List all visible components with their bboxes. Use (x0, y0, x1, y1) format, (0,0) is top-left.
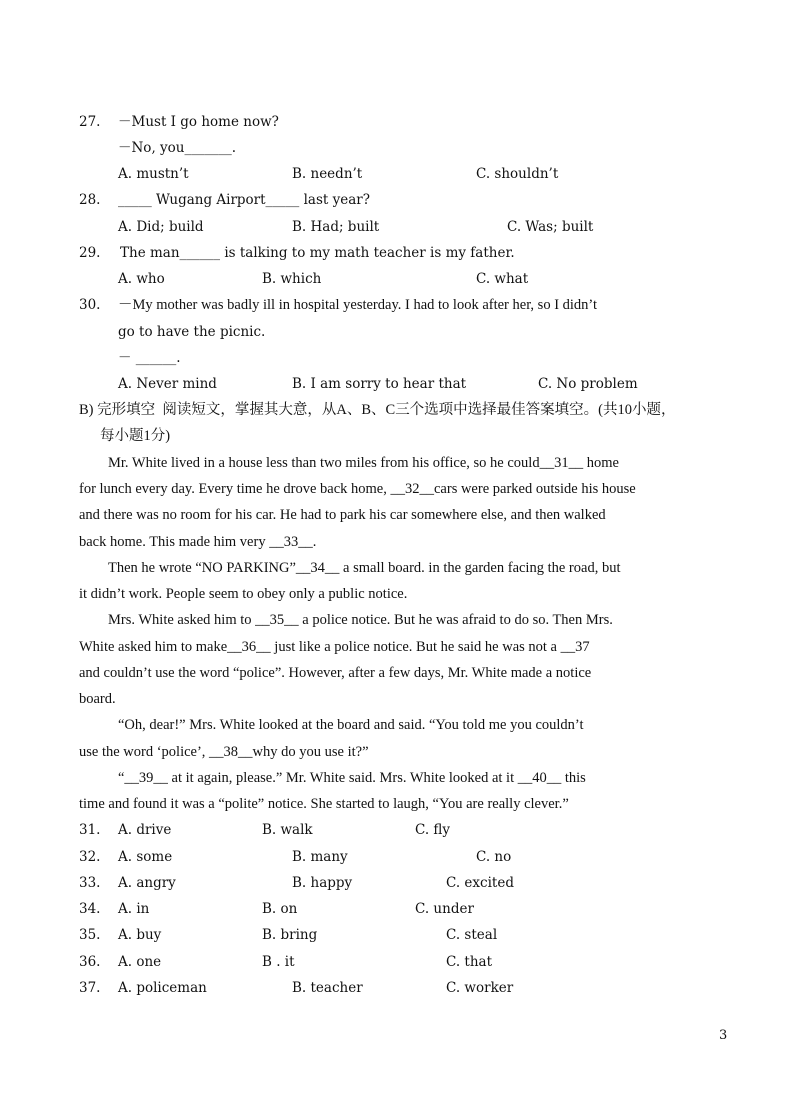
option-b: B. bring (262, 927, 318, 943)
option-c: C. excited (446, 875, 514, 891)
passage-line: back home. This made him very __33__. (79, 534, 317, 550)
option-a: A. buy (118, 927, 162, 943)
option-c: C. what (476, 271, 529, 287)
option-b: B. on (262, 901, 298, 917)
option-number: 34. (79, 901, 101, 917)
option-c: C. that (446, 954, 493, 970)
option-number: 36. (79, 954, 101, 970)
page-number: 3 (719, 1028, 728, 1043)
option-c: C. fly (415, 822, 451, 838)
option-number: 32. (79, 849, 101, 865)
section-header: 每小题1分) (100, 428, 171, 444)
option-a: A. one (118, 954, 162, 970)
question-number: 28. (79, 192, 101, 208)
option-a: A. Did; build (118, 219, 204, 235)
option-b: B. walk (262, 822, 313, 838)
option-number: 31. (79, 822, 101, 838)
question-stem: The man______ is talking to my math teacher is my father. (120, 245, 515, 261)
option-c: C. worker (446, 980, 514, 996)
option-number: 37. (79, 980, 101, 996)
option-b: B . it (262, 954, 295, 970)
passage-line: “__39__ at it again, please.” Mr. White said. Mrs. White looked at it __40__ this (118, 770, 586, 786)
question-stem: go to have the picnic. (118, 324, 266, 340)
option-a: A. angry (118, 875, 176, 891)
question-stem: _____ Wugang Airport_____ last year? (118, 192, 370, 208)
passage-line: Mrs. White asked him to __35__ a police notice. But he was afraid to do so. Then Mrs. (108, 612, 613, 628)
option-b: B. teacher (292, 980, 363, 996)
option-c: C. no (476, 849, 512, 865)
option-c: C. steal (446, 927, 498, 943)
passage-line: and couldn’t use the word “police”. However, after a few days, Mr. White made a notice (79, 665, 592, 681)
option-a: A. Never mind (118, 376, 217, 392)
option-a: A. drive (118, 822, 172, 838)
option-number: 33. (79, 875, 101, 891)
option-a: A. who (118, 271, 165, 287)
option-c: C. Was; built (507, 219, 594, 235)
option-b: B. many (292, 849, 348, 865)
question-number: 30. (79, 297, 101, 313)
question-stem: －My mother was badly ill in hospital yesterday. I had to look after her, so I didn’t (118, 297, 598, 313)
section-header: B) 完形填空 阅读短文，掌握其大意，从A、B、C三个选项中选择最佳答案填空。(共10小题， (79, 402, 676, 418)
option-b: B. Had; built (292, 219, 380, 235)
option-b: B. needn’t (292, 166, 363, 182)
option-b: B. happy (292, 875, 353, 891)
question-stem: －Must I go home now? (118, 114, 279, 130)
option-c: C. No problem (538, 376, 638, 392)
passage-line: Then he wrote “NO PARKING”__34__ a small board. in the garden facing the road, but (108, 560, 621, 576)
option-a: A. in (118, 901, 150, 917)
option-a: A. some (118, 849, 173, 865)
option-a: A. policeman (118, 980, 207, 996)
passage-line: time and found it was a “polite” notice. She started to laugh, “You are really clever.” (79, 796, 569, 812)
option-b: B. I am sorry to hear that (292, 376, 467, 392)
passage-line: use the word ‘police’, __38__why do you use it?” (79, 744, 369, 760)
question-number: 29. (79, 245, 101, 261)
passage-line: board. (79, 691, 116, 707)
passage-line: White asked him to make__36__ just like a police notice. But he said he was not a __37 (79, 639, 590, 655)
passage-line: Mr. White lived in a house less than two miles from his office, so he could__31__ home (108, 455, 619, 471)
passage-line: and there was no room for his car. He had to park his car somewhere else, and then walked (79, 507, 606, 523)
passage-line: “Oh, dear!” Mrs. White looked at the board and said. “You told me you couldn’t (118, 717, 584, 733)
question-number: 27. (79, 114, 101, 130)
option-a: A. mustn’t (118, 166, 189, 182)
question-stem: － ______. (118, 350, 181, 366)
passage-line: for lunch every day. Every time he drove back home, __32__cars were parked outside his house (79, 481, 636, 497)
option-c: C. shouldn’t (476, 166, 559, 182)
option-number: 35. (79, 927, 101, 943)
passage-line: it didn’t work. People seem to obey only a public notice. (79, 586, 408, 602)
question-stem: －No, you_______. (118, 140, 237, 156)
option-c: C. under (415, 901, 474, 917)
option-b: B. which (262, 271, 322, 287)
